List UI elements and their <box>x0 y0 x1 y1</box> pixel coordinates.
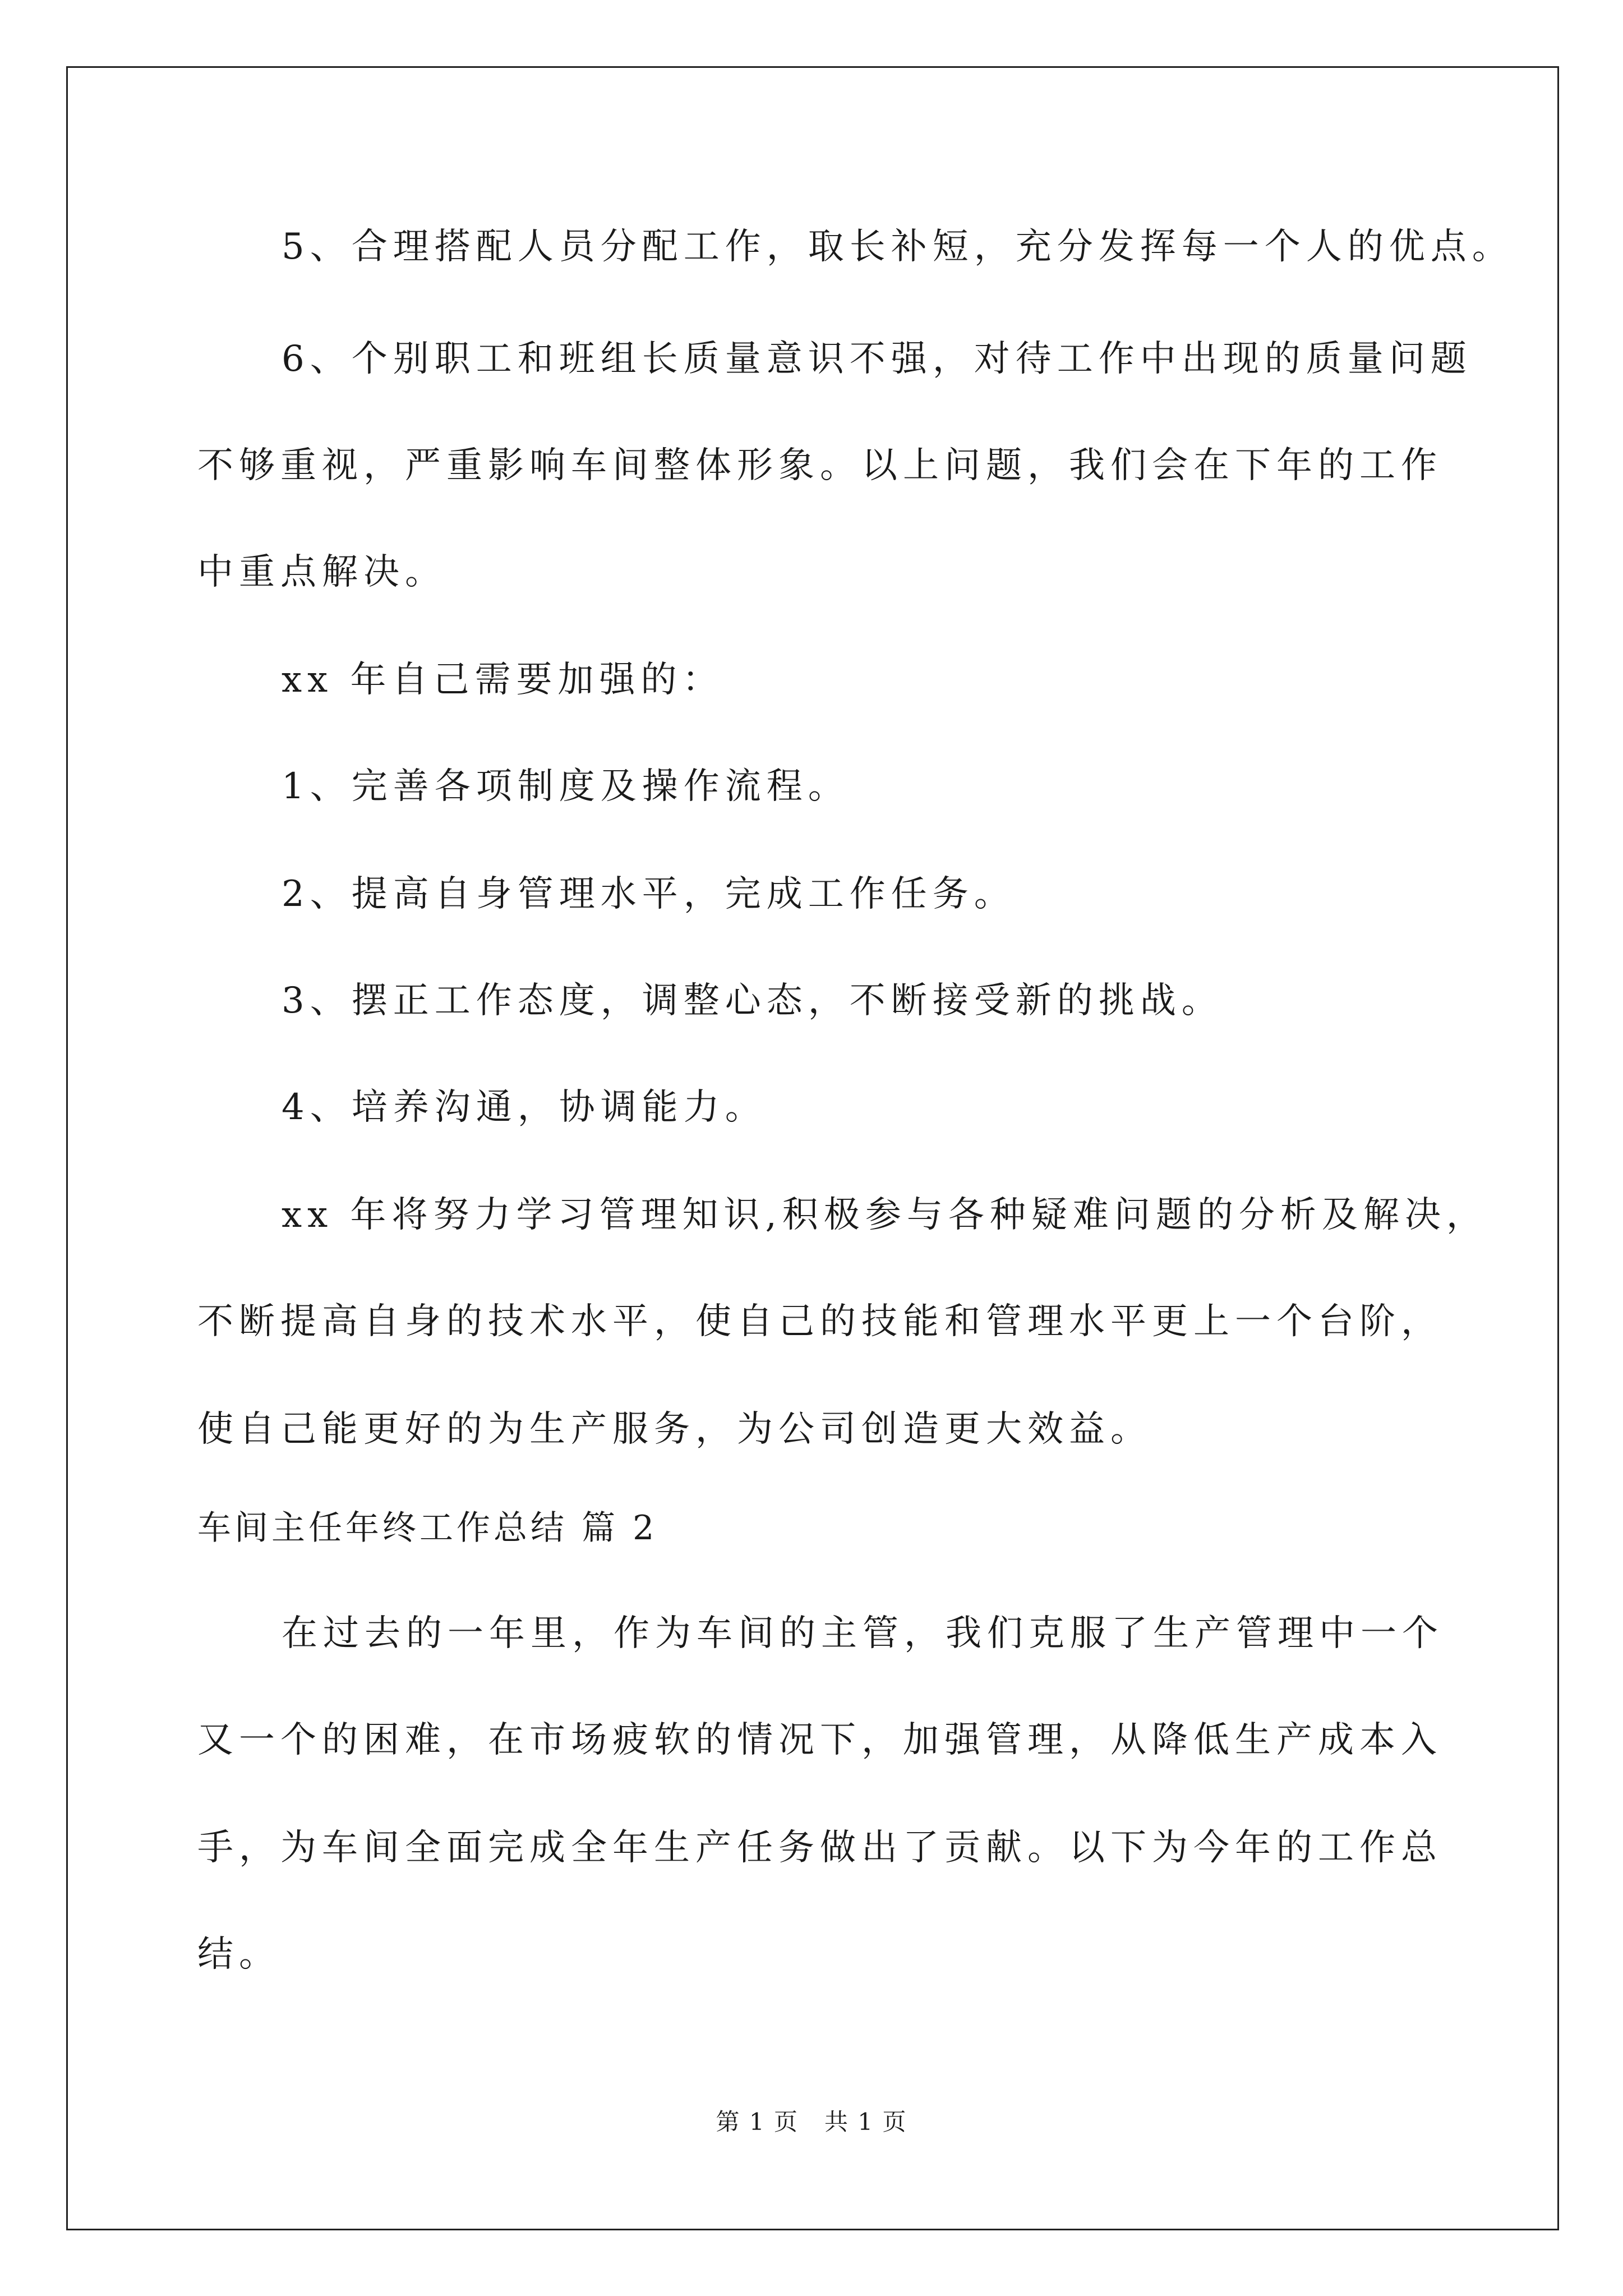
needs-item-1: 1、完善各项制度及操作流程。 <box>282 766 850 807</box>
paragraph-6-line-2: 不够重视，严重影响车间整体形象。以上问题，我们会在下年的工作 <box>197 445 1442 486</box>
plan-paragraph-line-3: 使自己能更好的为生产服务，为公司创造更大效益。 <box>197 1409 1152 1450</box>
needs-item-3: 3、摆正工作态度，调整心态，不断接受新的挑战。 <box>282 980 1223 1022</box>
section-paragraph-line-3: 手，为车间全面完成全年生产任务做出了贡献。以下为今年的工作总 <box>197 1827 1442 1869</box>
needs-item-4: 4、培养沟通，协调能力。 <box>282 1087 767 1128</box>
section-paragraph-line-2: 又一个的困难，在市场疲软的情况下，加强管理，从降低生产成本入 <box>197 1719 1442 1761</box>
section-paragraph-line-4: 结。 <box>197 1934 280 1975</box>
paragraph-6-line-1: 6、个别职工和班组长质量意识不强，对待工作中出现的质量问题 <box>282 338 1472 380</box>
paragraph-5-line-1: 5、合理搭配人员分配工作，取长补短，充分发挥每一个人的优点。 <box>282 226 1514 268</box>
needs-heading: xx 年自己需要加强的： <box>282 659 724 701</box>
paragraph-6-line-3: 中重点解决。 <box>197 551 446 593</box>
needs-item-2: 2、提高自身管理水平，完成工作任务。 <box>282 873 1016 915</box>
plan-paragraph-line-2: 不断提高自身的技术水平，使自己的技能和管理水平更上一个台阶， <box>197 1301 1442 1342</box>
section-heading: 车间主任年终工作总结 篇 2 <box>197 1508 658 1548</box>
page-footer: 第 1 页 共 1 页 <box>716 2108 907 2136</box>
section-paragraph-line-1: 在过去的一年里，作为车间的主管，我们克服了生产管理中一个 <box>282 1613 1444 1654</box>
plan-paragraph-line-1: xx 年将努力学习管理知识,积极参与各种疑难问题的分析及解决， <box>282 1194 1488 1236</box>
page-border <box>66 66 1559 2230</box>
